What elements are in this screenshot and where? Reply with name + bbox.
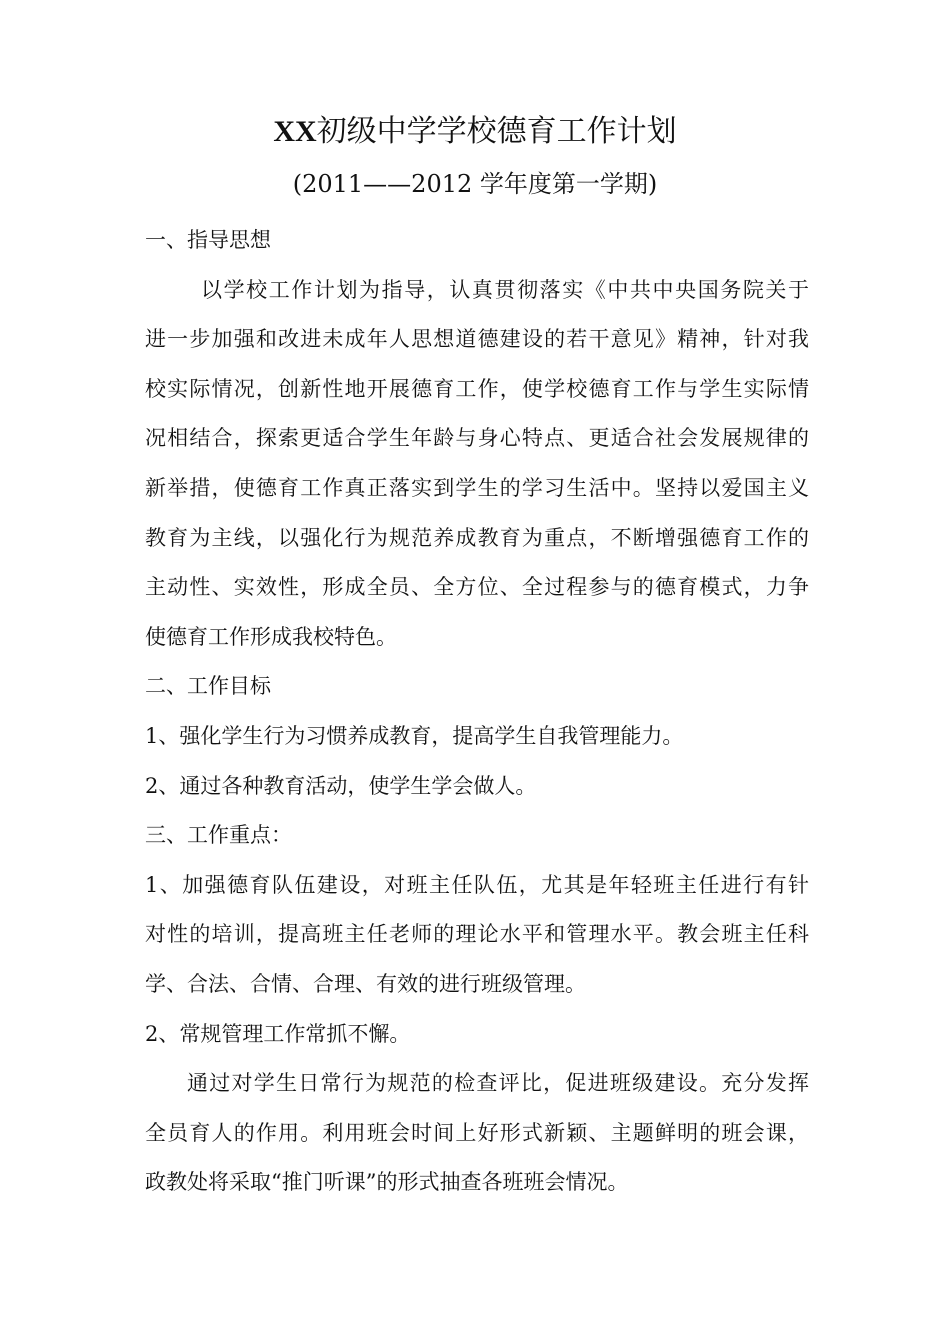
paragraph-line: 对性的培训，提高班主任老师的理论水平和管理水平。教会班主任科 <box>145 922 809 947</box>
list-item: 1、强化学生行为习惯养成教育，提高学生自我管理能力。 <box>145 723 684 748</box>
list-item: 2、常规管理工作常抓不懈。 <box>145 1021 411 1046</box>
list-item: 2、通过各种教育活动，使学生学会做人。 <box>145 773 537 798</box>
paragraph-line: 况相结合，探索更适合学生年龄与身心特点、更适合社会发展规律的 <box>145 426 809 451</box>
section-heading: 三、工作重点： <box>145 823 292 848</box>
paragraph-line: 学、合法、合情、合理、有效的进行班级管理。 <box>145 971 586 996</box>
paragraph-line: 使德育工作形成我校特色。 <box>145 624 397 649</box>
paragraph-line: 以学校工作计划为指导，认真贯彻落实《中共中央国务院关于 <box>201 277 809 302</box>
paragraph-line: 校实际情况，创新性地开展德育工作，使学校德育工作与学生实际情 <box>145 376 809 401</box>
title-text: 初级中学学校德育工作计划 <box>316 114 677 149</box>
paragraph-line: 1、加强德育队伍建设，对班主任队伍，尤其是年轻班主任进行有针 <box>145 872 809 897</box>
paragraph-line: 教育为主线，以强化行为规范养成教育为重点，不断增强德育工作的 <box>145 525 809 550</box>
paragraph-line: 主动性、实效性，形成全员、全方位、全过程参与的德育模式，力争 <box>145 575 809 600</box>
section-heading: 二、工作目标 <box>145 674 271 699</box>
document-body <box>145 216 809 1208</box>
document-subtitle: (2011——2012 学年度第一学期) <box>292 170 658 198</box>
paragraph-line: 进一步加强和改进未成年人思想道德建设的若干意见》精神，针对我 <box>145 327 809 352</box>
title-prefix: XX <box>273 115 317 148</box>
section-heading: 一、指导思想 <box>145 228 271 252</box>
paragraph-line: 通过对学生日常行为规范的检查评比，促进班级建设。充分发挥 <box>187 1071 809 1096</box>
document-title <box>0 112 950 152</box>
paragraph-line: 新举措，使德育工作真正落实到学生的学习生活中。坚持以爱国主义 <box>145 475 809 500</box>
paragraph-line: 政教处将采取“推门听课”的形式抽查各班班会情况。 <box>145 1170 629 1195</box>
paragraph-line: 全员育人的作用。利用班会时间上好形式新颖、主题鲜明的班会课， <box>145 1120 809 1145</box>
